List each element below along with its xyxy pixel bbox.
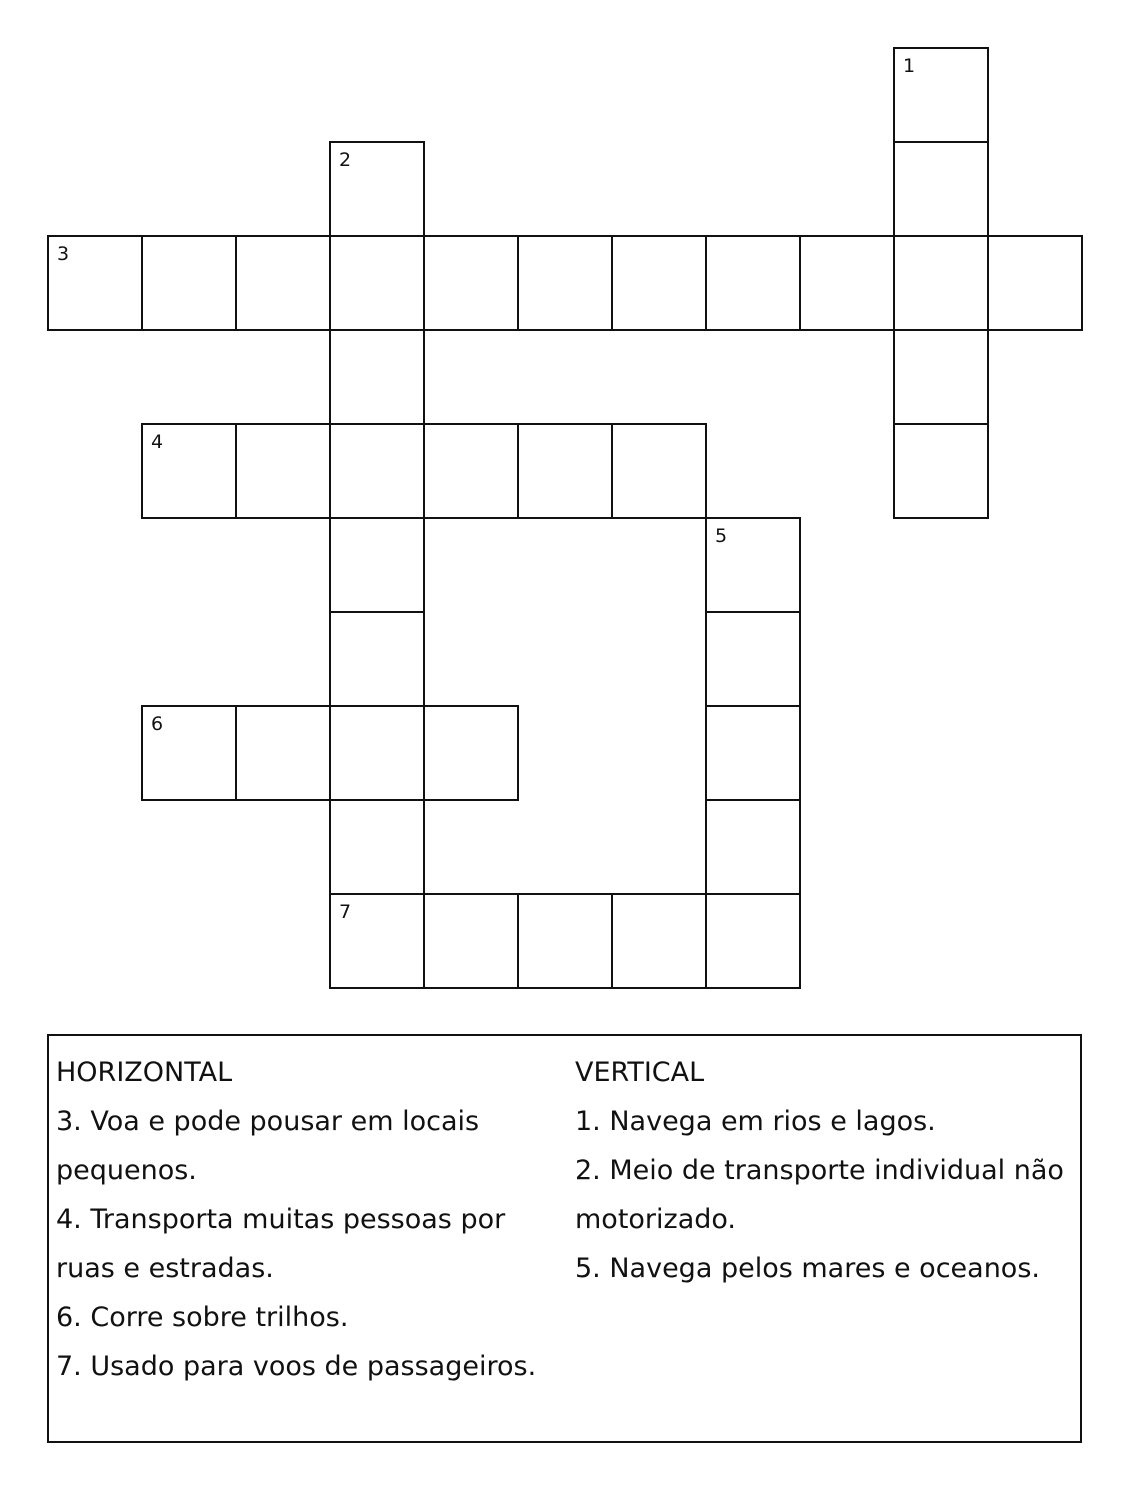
crossword-cell[interactable] [235,423,331,519]
vertical-clues [575,1048,1075,1293]
clue-line: 4. Transporta muitas pessoas por [56,1204,506,1235]
clue-line: 7. Usado para voos de passageiros. [56,1351,537,1382]
clue-number: 3 [57,243,70,265]
clue-number: 1 [903,55,916,77]
crossword-cell[interactable] [141,705,237,801]
crossword-cell[interactable] [235,235,331,331]
crossword-cell[interactable] [329,611,425,707]
clue-number: 5 [715,525,728,547]
crossword-cell[interactable] [517,235,613,331]
crossword-cell[interactable] [705,235,801,331]
crossword-cell[interactable] [611,423,707,519]
crossword-cell[interactable] [141,423,237,519]
crossword-cell[interactable] [705,705,801,801]
crossword-cell[interactable] [893,235,989,331]
vertical-heading: VERTICAL [575,1057,705,1088]
horizontal-heading: HORIZONTAL [56,1057,233,1088]
crossword-cell[interactable] [799,235,895,331]
clue-line: ruas e estradas. [56,1253,274,1284]
clues-box [47,1034,1082,1443]
crossword-cell[interactable] [893,423,989,519]
crossword-cell[interactable] [705,611,801,707]
crossword-cell[interactable] [893,141,989,237]
horizontal-clues [56,1048,556,1391]
crossword-cell[interactable] [329,235,425,331]
crossword-cell[interactable] [611,235,707,331]
crossword-cell[interactable] [423,235,519,331]
clue-number: 7 [339,901,352,923]
crossword-cell[interactable] [47,235,143,331]
crossword-cell[interactable] [705,893,801,989]
clue-number: 4 [151,431,164,453]
clue-number: 6 [151,713,164,735]
crossword-cell[interactable] [329,893,425,989]
crossword-cell[interactable] [611,893,707,989]
crossword-cell[interactable] [705,517,801,613]
clue-line: pequenos. [56,1155,197,1186]
clue-number: 2 [339,149,352,171]
clue-line: 1. Navega em rios e lagos. [575,1106,936,1137]
crossword-cell[interactable] [329,517,425,613]
crossword-cell[interactable] [423,705,519,801]
crossword-cell[interactable] [329,329,425,425]
crossword-cell[interactable] [987,235,1083,331]
crossword-cell[interactable] [705,799,801,895]
crossword-cell[interactable] [329,141,425,237]
crossword-cell[interactable] [235,705,331,801]
crossword-cell[interactable] [329,705,425,801]
clue-line: 6. Corre sobre trilhos. [56,1302,349,1333]
clue-line: 5. Navega pelos mares e oceanos. [575,1253,1040,1284]
clue-line: motorizado. [575,1204,737,1235]
crossword-cell[interactable] [329,799,425,895]
crossword-cell[interactable] [893,329,989,425]
crossword-cell[interactable] [423,423,519,519]
crossword-cell[interactable] [517,423,613,519]
clue-line: 2. Meio de transporte individual não [575,1155,1064,1186]
crossword-cell[interactable] [423,893,519,989]
crossword-cell[interactable] [141,235,237,331]
crossword-cell[interactable] [329,423,425,519]
crossword-cell[interactable] [517,893,613,989]
crossword-cell[interactable] [893,47,989,143]
clue-line: 3. Voa e pode pousar em locais [56,1106,480,1137]
